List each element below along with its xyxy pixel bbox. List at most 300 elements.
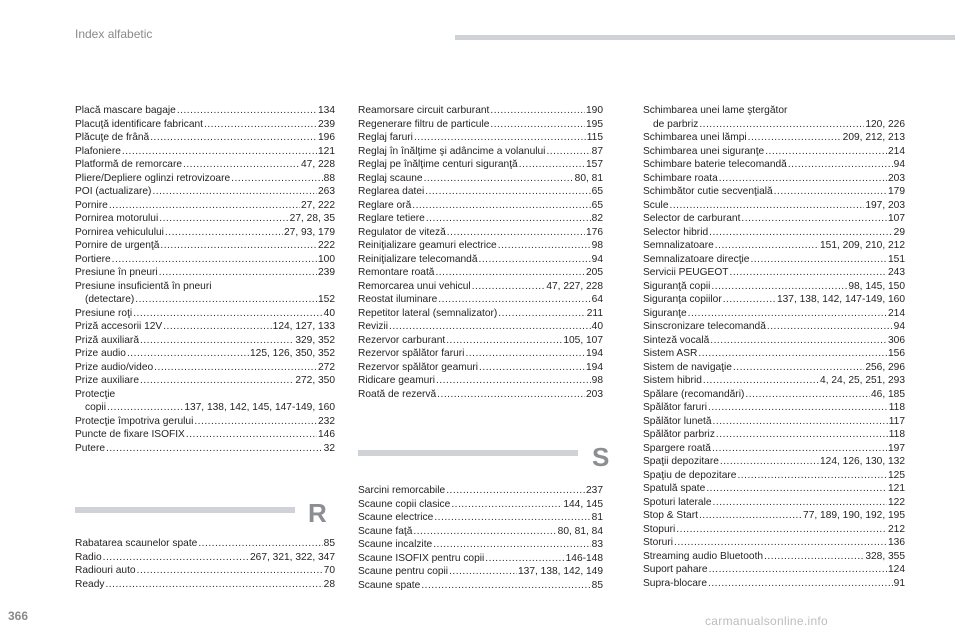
entry-term: Ready	[75, 578, 105, 590]
dot-leader	[103, 551, 249, 565]
index-entry	[358, 374, 603, 388]
entry-pages: 146-148	[565, 552, 603, 564]
entry-pages: 136	[888, 537, 905, 548]
page-header-title: Index alfabetic	[75, 27, 153, 41]
entry-term: Scaune incalzite	[358, 539, 433, 550]
dot-leader	[737, 469, 887, 483]
dot-leader	[774, 185, 887, 199]
index-entry	[643, 172, 905, 186]
entry-pages: 146	[318, 429, 335, 440]
index-column-1	[75, 104, 335, 455]
dot-leader	[719, 172, 887, 186]
entry-pages: 214	[888, 145, 905, 157]
index-entry	[75, 226, 335, 240]
index-entry	[358, 145, 603, 159]
entry-pages: 85	[323, 538, 335, 549]
entry-term: Pornirea vehiculului	[75, 226, 164, 238]
entry-term: Spălare (recomandări)	[643, 388, 745, 400]
entry-term: Priză accesorii 12V	[75, 321, 163, 332]
entry-term: Prize audio	[75, 348, 126, 359]
entry-pages: 118	[888, 402, 905, 413]
index-entry	[358, 579, 603, 593]
watermark: carmanualsonline.info	[705, 614, 829, 628]
entry-term: Prize audio/video	[75, 361, 154, 373]
index-column-2	[358, 104, 603, 401]
entry-pages: 272	[318, 361, 335, 373]
entry-pages: 88	[323, 172, 335, 184]
index-entry	[75, 551, 335, 565]
index-entry	[643, 455, 905, 469]
dot-leader	[713, 415, 888, 429]
entry-pages: 156	[888, 348, 905, 359]
dot-leader	[424, 172, 574, 186]
index-entry	[643, 226, 905, 240]
entry-term: Rezervor carburant	[358, 334, 446, 346]
index-entry	[358, 185, 603, 199]
entry-term: Reglaj pe înălţime centuri siguranţă	[358, 159, 518, 170]
dot-leader	[669, 199, 864, 213]
entry-pages: 122	[888, 496, 905, 508]
multiline-entry	[75, 388, 335, 415]
entry-pages: 152	[318, 294, 335, 305]
dot-leader	[140, 374, 294, 388]
dot-leader	[122, 145, 317, 159]
multiline-entry	[643, 104, 905, 131]
index-entry	[358, 565, 603, 579]
index-entry	[643, 401, 905, 415]
entry-term: Reglaj scaune	[358, 172, 423, 184]
entry-pages: 157	[586, 159, 603, 170]
entry-pages: 80, 81	[574, 172, 603, 184]
entry-term: Platformă de remorcare	[75, 159, 183, 170]
entry-term: Rezervor spălător geamuri	[358, 361, 479, 373]
entry-term: Stop & Start	[643, 510, 698, 521]
dot-leader	[699, 509, 802, 523]
entry-term: Sinscronizare telecomandă	[643, 321, 766, 332]
entry-term: Portiere	[75, 253, 111, 265]
dot-leader	[498, 307, 585, 321]
entry-term: Schimbare roata	[643, 172, 718, 184]
dot-leader	[712, 442, 887, 456]
dot-leader	[389, 320, 591, 334]
dot-leader	[435, 266, 585, 280]
entry-pages: 194	[586, 348, 603, 359]
entry-pages: 205	[586, 267, 603, 278]
entry-pages: 151	[888, 253, 905, 265]
entry-term: Remorcarea unui vehicul	[358, 280, 471, 292]
index-entry	[358, 280, 603, 294]
index-entry	[643, 212, 905, 226]
entry-term: Servicii PEUGEOT	[643, 267, 729, 278]
index-entry	[75, 442, 335, 456]
entry-heading: Protecţie	[75, 388, 116, 400]
dot-leader	[107, 401, 183, 415]
entry-term: Reamorsare circuit carburant	[358, 105, 490, 116]
entry-pages: 64	[591, 294, 603, 305]
entry-term: Regenerare filtru de particule	[358, 118, 490, 130]
entry-term: Scaune spate	[358, 579, 421, 591]
entry-term: Sistem de navigaţie	[643, 361, 732, 373]
entry-pages: 239	[318, 118, 335, 130]
entry-pages: 237	[586, 485, 603, 496]
entry-term: Radio	[75, 551, 102, 563]
entry-term: Pornirea motorului	[75, 213, 159, 224]
entry-term: Repetitor lateral (semnalizator)	[358, 307, 498, 319]
index-entry	[358, 525, 603, 539]
index-entry	[643, 550, 905, 564]
dot-leader	[186, 428, 317, 442]
entry-pages: 118	[888, 429, 905, 440]
entry-pages: 32	[323, 442, 335, 454]
entry-term: Rezervor spălător faruri	[358, 348, 465, 359]
entry-term: Schimbător cutie secvenţială	[643, 186, 773, 197]
index-entry	[358, 511, 603, 525]
entry-term: de parbriz	[653, 118, 699, 130]
dot-leader	[765, 145, 887, 159]
entry-term: Scule	[643, 199, 669, 211]
dot-leader	[715, 239, 819, 253]
dot-leader	[413, 525, 556, 539]
entry-group-r	[75, 537, 335, 591]
entry-term: Sarcini remorcabile	[358, 485, 446, 496]
dot-leader	[135, 293, 317, 307]
index-entry	[75, 293, 335, 307]
index-entry	[358, 131, 603, 145]
dot-leader	[472, 280, 546, 294]
header-divider-bar	[455, 35, 955, 40]
entry-term: copii	[85, 402, 106, 413]
entry-term: Spălător parbriz	[643, 429, 715, 440]
dot-leader	[163, 320, 271, 334]
entry-term: Spaţiu de depozitare	[643, 469, 737, 481]
dot-leader	[109, 199, 300, 213]
entry-term: Placă mascare bagaje	[75, 105, 176, 116]
entry-pages: 65	[591, 199, 603, 211]
entry-term: Siguranţe	[643, 307, 687, 319]
dot-leader	[160, 239, 317, 253]
entry-term: Rabatarea scaunelor spate	[75, 538, 198, 549]
dot-leader	[479, 361, 585, 375]
entry-term: Reiniţializare geamuri electrice	[358, 240, 497, 251]
index-entry	[75, 212, 335, 226]
entry-term: Spaţii depozitare	[643, 456, 719, 467]
entry-term: Reglaj faruri	[358, 132, 413, 143]
entry-group-p	[75, 104, 335, 280]
entry-group-r2	[358, 104, 603, 401]
index-column-2-s	[358, 484, 603, 592]
index-entry	[358, 538, 603, 552]
dot-leader	[438, 293, 590, 307]
index-entry	[643, 145, 905, 159]
dot-leader	[698, 347, 887, 361]
entry-term: Pornire de urgenţă	[75, 240, 160, 251]
entry-pages: 125	[888, 469, 905, 481]
entry-term: Putere	[75, 442, 106, 454]
index-entry	[643, 158, 905, 172]
index-entry	[643, 307, 905, 321]
entry-pages: 211	[586, 307, 603, 319]
entry-term: Sistem ASR	[643, 348, 698, 359]
index-entry	[75, 578, 335, 592]
dot-leader	[546, 145, 590, 159]
index-entry	[358, 498, 603, 512]
dot-leader	[490, 104, 585, 118]
entry-pages: 214	[888, 307, 905, 319]
entry-term: Plăcuţe de frână	[75, 132, 150, 143]
entry-pages: 203	[586, 388, 603, 400]
dot-leader	[710, 334, 887, 348]
dot-leader	[485, 552, 564, 566]
entry-term: Spargere roată	[643, 442, 711, 454]
index-entry	[643, 185, 905, 199]
dot-leader	[788, 158, 893, 172]
entry-term: Pliere/Depliere oglinzi retrovizoare	[75, 172, 231, 184]
dot-leader	[767, 320, 893, 334]
entry-pages: 81	[591, 512, 603, 523]
entry-pages: 117	[888, 415, 905, 427]
entry-pages: 124, 127, 133	[272, 321, 335, 332]
dot-leader	[133, 307, 322, 321]
entry-pages: 40	[323, 307, 335, 319]
index-entry	[643, 482, 905, 496]
index-entry	[358, 239, 603, 253]
dot-leader	[733, 361, 864, 375]
entry-pages: 179	[888, 186, 905, 197]
dot-leader	[449, 565, 517, 579]
dot-leader	[127, 347, 249, 361]
entry-pages: 209, 212, 213	[842, 132, 905, 143]
index-entry	[643, 496, 905, 510]
entry-pages: 107	[888, 213, 905, 224]
index-entry	[358, 388, 603, 402]
entry-term: Ridicare geamuri	[358, 375, 436, 386]
index-entry	[643, 361, 905, 375]
index-entry	[75, 320, 335, 334]
dot-leader	[741, 212, 887, 226]
entry-term: Scaune pentru copii	[358, 566, 449, 577]
entry-pages: 243	[888, 267, 905, 278]
section-s-letter: S	[592, 442, 610, 472]
index-entry	[75, 401, 335, 415]
entry-term: Scaune copii clasice	[358, 498, 451, 510]
index-entry	[358, 253, 603, 267]
entry-term: Scaune faţă	[358, 525, 413, 537]
entry-term: Schimbarea unei lămpi	[643, 132, 747, 143]
dot-leader	[708, 577, 893, 591]
dot-leader	[137, 564, 323, 578]
index-entry	[643, 347, 905, 361]
dot-leader	[198, 537, 322, 551]
entry-term: Pornire	[75, 199, 108, 211]
dot-leader	[764, 550, 864, 564]
index-entry	[75, 145, 335, 159]
index-entry	[643, 239, 905, 253]
entry-term: Schimbare baterie telecomandă	[643, 159, 787, 170]
entry-term: Scaune ISOFIX pentru copii	[358, 552, 485, 564]
index-entry	[75, 158, 335, 172]
entry-pages: 232	[318, 415, 335, 427]
index-entry	[358, 266, 603, 280]
entry-term: Presiune roţi	[75, 307, 133, 319]
index-entry	[643, 428, 905, 442]
index-entry	[643, 523, 905, 537]
entry-term: Reglarea datei	[358, 186, 425, 197]
entry-pages: 124, 126, 130, 132	[820, 456, 905, 467]
index-entry	[75, 239, 335, 253]
dot-leader	[231, 172, 323, 186]
index-entry	[643, 334, 905, 348]
index-entry	[643, 374, 905, 388]
entry-term: Sinteză vocală	[643, 334, 710, 346]
entry-pages: 124	[888, 564, 905, 575]
entry-pages: 29	[893, 226, 905, 238]
entry-pages: 27, 28, 35	[289, 213, 335, 224]
entry-term: Reglare oră	[358, 199, 412, 211]
index-entry	[358, 172, 603, 186]
index-entry	[643, 509, 905, 523]
entry-term: Roată de rezervă	[358, 388, 437, 400]
index-entry	[358, 293, 603, 307]
entry-pages: 222	[318, 240, 335, 251]
entry-pages: 77, 189, 190, 192, 195	[803, 510, 905, 521]
dot-leader	[105, 578, 322, 592]
entry-pages: 263	[318, 186, 335, 197]
dot-leader	[426, 212, 591, 226]
index-entry	[75, 374, 335, 388]
dot-leader	[519, 158, 585, 172]
dot-leader	[745, 388, 870, 402]
dot-leader	[447, 226, 585, 240]
entry-pages: 329, 352	[295, 334, 335, 346]
entry-term: Scaune electrice	[358, 512, 434, 523]
entry-pages: 40	[591, 321, 603, 332]
index-entry	[643, 118, 905, 132]
dot-leader	[708, 401, 888, 415]
dot-leader	[414, 131, 586, 145]
entry-pages: 137, 138, 142, 147-149, 160	[776, 294, 905, 305]
entry-term: Placuţă identificare fabricant	[75, 118, 203, 130]
index-entry	[75, 199, 335, 213]
entry-pages: 121	[318, 145, 335, 157]
entry-pages: 151, 209, 210, 212	[820, 240, 905, 251]
index-entry	[643, 442, 905, 456]
index-entry	[75, 266, 335, 280]
entry-term: Semnalizatoare	[643, 240, 714, 251]
dot-leader	[433, 538, 590, 552]
entry-term: Sistem hibrid	[643, 375, 702, 386]
dot-leader	[465, 347, 585, 361]
index-entry	[643, 280, 905, 294]
entry-pages: 144, 145	[563, 498, 603, 510]
entry-heading: Presiune insuficientă în pneuri	[75, 280, 212, 292]
entry-pages: 94	[893, 159, 905, 170]
entry-pages: 100	[318, 253, 335, 265]
index-entry	[75, 185, 335, 199]
index-entry	[358, 552, 603, 566]
entry-term: Puncte de fixare ISOFIX	[75, 429, 185, 440]
entry-term: Spălător faruri	[643, 402, 707, 413]
index-entry	[643, 563, 905, 577]
index-entry	[358, 212, 603, 226]
dot-leader	[154, 361, 317, 375]
index-entry	[643, 577, 905, 591]
entry-term: (detectare)	[85, 294, 135, 305]
dot-leader	[183, 158, 300, 172]
dot-leader	[177, 104, 317, 118]
entry-term: Stopuri	[643, 523, 676, 535]
index-entry	[643, 253, 905, 267]
entry-pages: 121	[888, 483, 905, 494]
entry-pages: 91	[893, 577, 905, 589]
section-r-letter: R	[308, 498, 327, 528]
entry-term: Schimbarea unei siguranţe	[643, 145, 765, 157]
index-entry	[643, 415, 905, 429]
index-entry	[75, 131, 335, 145]
entry-pages: 306	[888, 334, 905, 346]
entry-term: Spălător lunetă	[643, 415, 712, 427]
entry-group-p2	[75, 307, 335, 388]
index-entry	[358, 320, 603, 334]
entry-term: Semnalizatoare direcţie	[643, 253, 750, 265]
entry-pages: 46, 185	[871, 388, 905, 400]
index-entry	[643, 536, 905, 550]
entry-pages: 70	[323, 565, 335, 576]
dot-leader	[150, 131, 317, 145]
entry-pages: 196	[318, 132, 335, 143]
entry-pages: 87	[591, 145, 603, 157]
entry-term: Supra-blocare	[643, 577, 707, 589]
entry-pages: 105, 107	[563, 334, 603, 346]
index-entry	[75, 172, 335, 186]
entry-pages: 65	[591, 186, 603, 197]
entry-term: Remontare roată	[358, 267, 435, 278]
index-entry	[358, 307, 603, 321]
index-entry	[358, 226, 603, 240]
entry-term: Reostat iluminare	[358, 294, 438, 305]
index-entry	[75, 428, 335, 442]
index-entry	[358, 361, 603, 375]
entry-pages: 239	[318, 267, 335, 278]
entry-term: Regulator de viteză	[358, 226, 446, 238]
index-entry	[75, 564, 335, 578]
dot-leader	[425, 185, 590, 199]
index-entry	[75, 537, 335, 551]
entry-pages: 4, 24, 25, 251, 293	[820, 375, 905, 386]
index-entry	[75, 253, 335, 267]
entry-term: Revizii	[358, 321, 389, 332]
entry-term: Streaming audio Bluetooth	[643, 550, 764, 562]
dot-leader	[436, 374, 591, 388]
index-entry	[75, 334, 335, 348]
index-entry	[643, 320, 905, 334]
dot-leader	[446, 484, 585, 498]
entry-term: Reglare tetiere	[358, 213, 425, 224]
index-entry	[643, 266, 905, 280]
entry-term: Storuri	[643, 537, 674, 548]
dot-leader	[106, 442, 323, 456]
entry-pages: 197	[888, 442, 905, 454]
dot-leader	[676, 523, 887, 537]
entry-pages: 82	[591, 213, 603, 224]
entry-pages: 83	[591, 539, 603, 550]
dot-leader	[112, 253, 317, 267]
index-entry	[358, 104, 603, 118]
entry-heading: Schimbarea unei lame ştergător	[643, 105, 788, 116]
dot-leader	[434, 511, 590, 525]
dot-leader	[498, 239, 591, 253]
index-entry	[643, 388, 905, 402]
entry-term: Suport pahare	[643, 564, 708, 575]
